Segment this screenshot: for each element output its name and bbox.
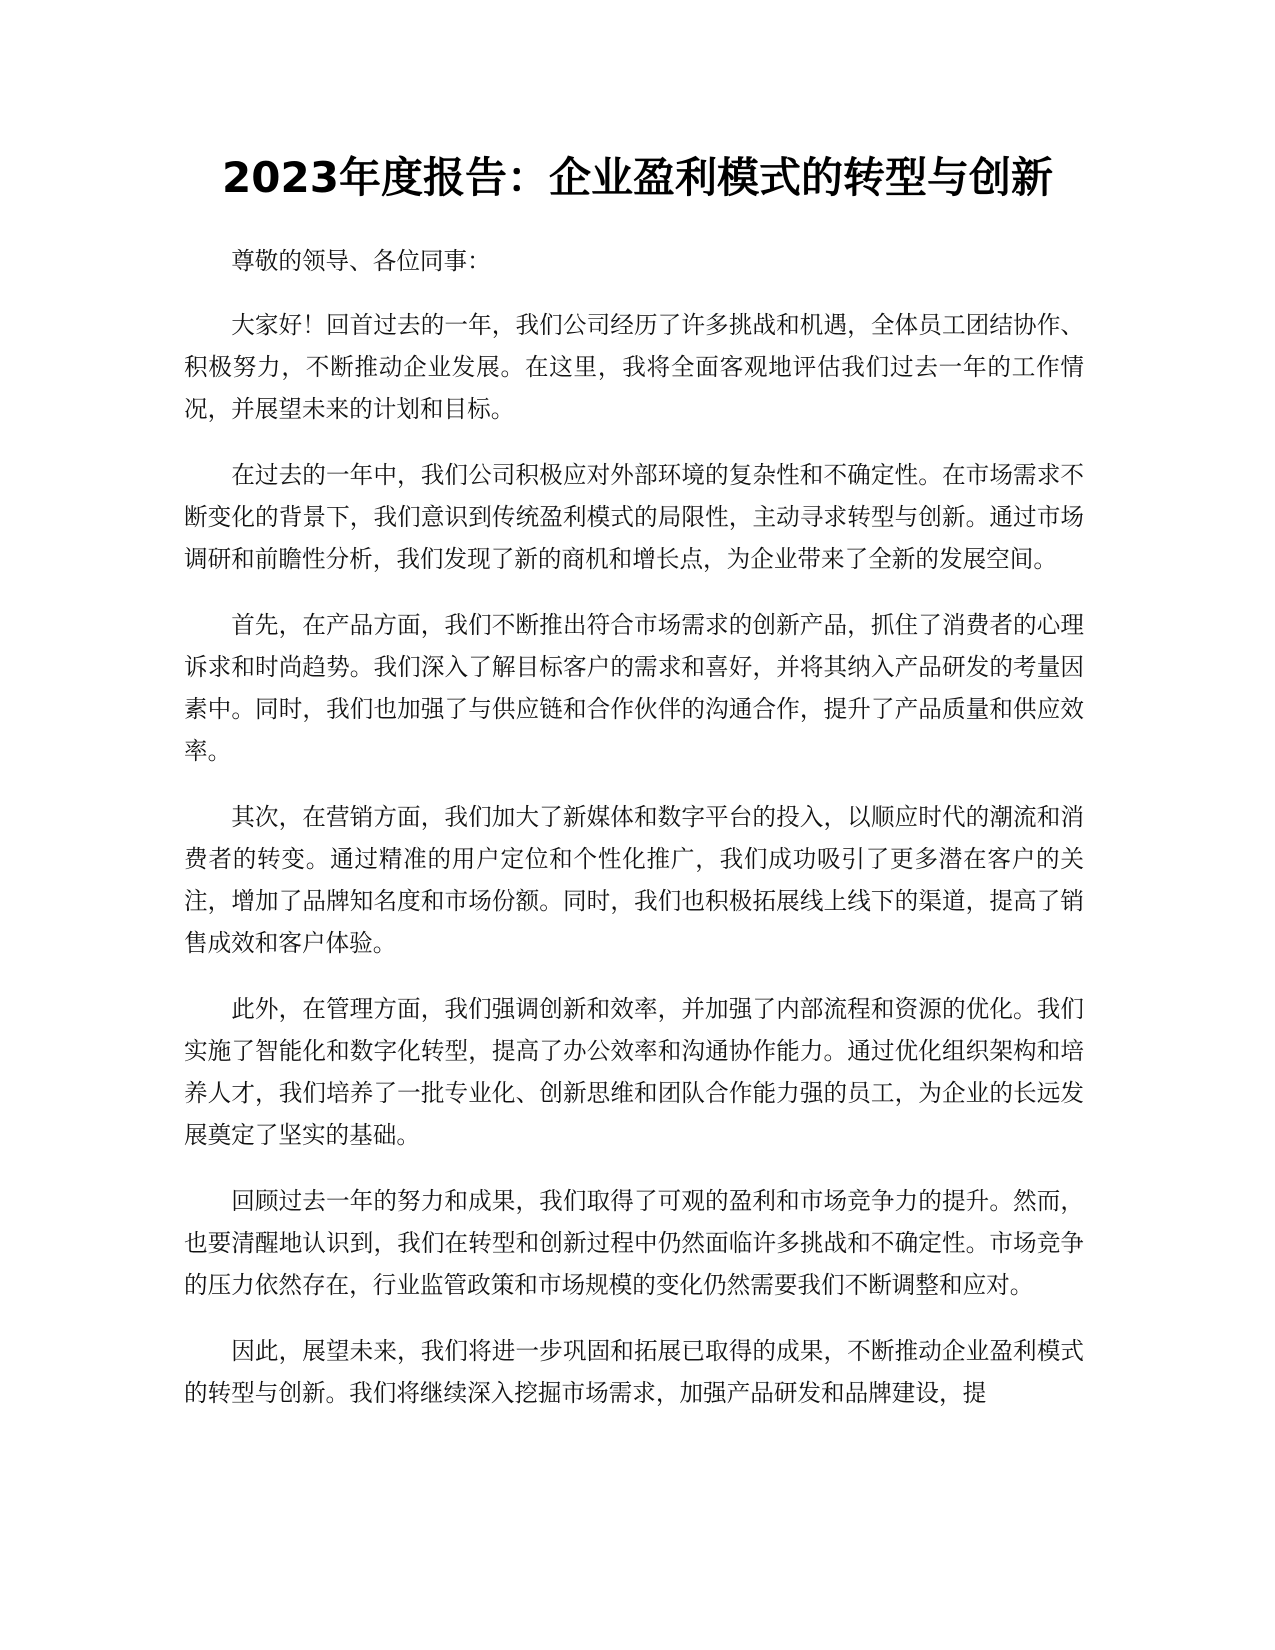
product-paragraph: 首先，在产品方面，我们不断推出符合市场需求的创新产品，抓住了消费者的心理诉求和时尚趋势。我们深入了解目标客户的需求和喜好，并将其纳入产品研发的考量因素中。同时，我们也加强了与供应链和合作伙伴的沟通合作，提升了产品质量和供应效率。	[184, 611, 1084, 765]
document-body	[184, 240, 1084, 1438]
marketing-paragraph: 其次，在营销方面，我们加大了新媒体和数字平台的投入，以顺应时代的潮流和消费者的转变。通过精准的用户定位和个性化推广，我们成功吸引了更多潜在客户的关注，增加了品牌知名度和市场份额。同时，我们也积极拓展线上线下的渠道，提高了销售成效和客户体验。	[184, 803, 1084, 957]
review-paragraph: 回顾过去一年的努力和成果，我们取得了可观的盈利和市场竞争力的提升。然而，也要清醒地认识到，我们在转型和创新过程中仍然面临许多挑战和不确定性。市场竞争的压力依然存在，行业监管政策和市场规模的变化仍然需要我们不断调整和应对。	[184, 1187, 1084, 1299]
document-title: 2023年度报告：企业盈利模式的转型与创新	[222, 153, 1053, 202]
management-paragraph: 此外，在管理方面，我们强调创新和效率，并加强了内部流程和资源的优化。我们实施了智能化和数字化转型，提高了办公效率和沟通协作能力。通过优化组织架构和培养人才，我们培养了一批专业化、创新思维和团队合作能力强的员工，为企业的长远发展奠定了坚实的基础。	[184, 995, 1084, 1149]
outlook-paragraph: 因此，展望未来，我们将进一步巩固和拓展已取得的成果，不断推动企业盈利模式的转型与创新。我们将继续深入挖掘市场需求，加强产品研发和品牌建设，提	[184, 1337, 1084, 1407]
background-paragraph: 在过去的一年中，我们公司积极应对外部环境的复杂性和不确定性。在市场需求不断变化的背景下，我们意识到传统盈利模式的局限性，主动寻求转型与创新。通过市场调研和前瞻性分析，我们发现了新的商机和增长点，为企业带来了全新的发展空间。	[184, 461, 1084, 573]
intro-paragraph: 大家好！回首过去的一年，我们公司经历了许多挑战和机遇，全体员工团结协作、积极努力，不断推动企业发展。在这里，我将全面客观地评估我们过去一年的工作情况，并展望未来的计划和目标。	[184, 311, 1084, 423]
salutation-paragraph: 尊敬的领导、各位同事：	[231, 247, 491, 275]
